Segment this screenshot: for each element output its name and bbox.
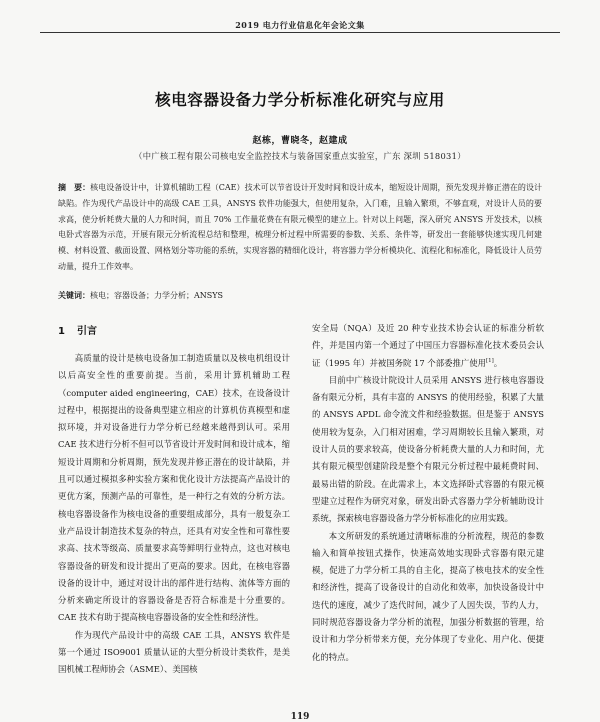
intro-paragraph-4: 本文所研发的系统通过清晰标准的分析流程，规范的参数输入和简单按钮式操作，快速高效地实现卧式容器有限元建模，促进了力学分析工具的自主化，提高了核电技术的安全性和经济性，提高了设备设计的自动化和效率，加快设备设计中迭代的速度，减少了迭代时间，减少了人因失误，节约人力，同时规范容器设备力学分析的流程，加强分析数据的管理，给设计和力学分析带来方便，充分体现了专业化、用户化、便捷化的特点。: [312, 530, 544, 662]
keywords: [58, 290, 542, 302]
keywords-text: 核电；容器设备；力学分析；ANSYS: [90, 291, 224, 300]
section-number: 1: [58, 326, 65, 337]
paragraph-text: 安全局（NQA）及近 20 种专业技术协会认证的标准分析软件，并是国内第一个通过了中国压力容器标准化技术委员会认证（1995 年）并被国务院 17 个部委推广使用: [312, 323, 544, 368]
intro-paragraph-3: 目前中广核设计院设计人员采用 ANSYS 进行核电容器设备有限元分析，具有丰富的 ANSYS 的使用经验，积累了大量的 ANSYS APDL 命令流文件和经验数据。但是鉴于 ANSYS 使用较为复杂，入门相对困难，学习周期较长且输入繁琐，对设计人员的要求较高，使设备分析耗费大量的人力和时间，尤其有限元模型创建阶段是整个有限元分析过程中最耗费时间、最易出错的阶段。在此需求上，本文选择卧式容器的有限元模型建立过程作为研究对象，研发出卧式容器力学分析辅助设计系统，探索核电容器设备力学分析标准化的应用实践。: [312, 374, 544, 524]
abstract-label: 摘 要：: [58, 183, 91, 192]
abstract-text: 核电设备设计中，计算机辅助工程（CAE）技术可以节省设计开发时间和设计成本，缩短设计周期，预先发现并修正潜在的设计缺陷。作为现代产品设计中的高级 CAE 工具，ANSYS 软件功能强大，但使用复杂，入门难，且输入繁琐，不够直观，对设计人员的要求高，使分析耗费大量的人力和时间，而且 70% 工作量花费在有限元模型的建立上。针对以上问题，深入研究 ANSYS 开发技术，以核电卧式容器为示范，开展有限元分析流程总结和整理，梳理分析过程中所需要的参数、关系、条件等，研发出一套能够快速实现几何建模、材料设置、截面设置、网格划分等功能的系统，实现容器的精细化设计，将容器力学分析模块化、流程化和标准化，降低设计人员劳动量，提升工作效率。: [58, 183, 542, 271]
paper-title: 核电容器设备力学分析标准化研究与应用: [155, 91, 445, 109]
right-column: [312, 320, 544, 666]
intro-paragraph-2-continued: [312, 320, 544, 372]
section-heading: [58, 322, 290, 342]
author-list: 赵栋，曹晓冬，赵建成: [252, 136, 348, 146]
paragraph-end: 。: [493, 357, 503, 368]
left-column: [58, 320, 290, 679]
abstract: [58, 180, 542, 275]
intro-paragraph-1: 高质量的设计是核电设备加工制造质量以及核电机组设计以后高安全性的重要前提。当前，采用计算机辅助工程（computer aided engineering，CAE）技术，在设备设计过程中，根据提出的设备典型建立相应的计算机仿真模型和虚拟环境，并对设备进行力学分析已经越来越得到认可。采用 CAE 技术进行分析不但可以节省设计开发时间和设计成本，缩短设计周期和分析周期，预先发现并修正潜在的设计缺陷，并且可以通过模拟多种实验方案和优化设计方法提高产品设计的更优方案，预测产品的可靠性，是一种行之有效的分析方法。核电容器设备作为核电设备的重要组成部分，具有一般复杂工业产品设计制造技术复杂的特点，还具有对安全性和可靠性要求高、技术等级高、质量要求高等鲜明行业特点，这也对核电容器设备的研发和设计提出了更高的要求。因此，在核电容器设备的设计中，通过对设计出的部件进行结构、流体等方面的分析来确定所设计的容器设备是否符合标准是十分重要的。CAE 技术有助于提高核电容器设备的安全性和经济性。: [58, 353, 290, 623]
running-header: 2019 电力行业信息化年会论文集: [235, 20, 365, 30]
section-title: 引言: [76, 326, 97, 337]
keywords-label: 关键词：: [58, 291, 90, 300]
author-affiliation: （中广核工程有限公司核电安全监控技术与装备国家重点实验室，广东 深圳 518031）: [134, 151, 466, 161]
page-number: 119: [290, 712, 310, 722]
intro-paragraph-2: 作为现代产品设计中的高级 CAE 工具，ANSYS 软件是第一个通过 ISO9001 质量认证的大型分析设计类软件，是美国机械工程师协会（ASME）、美国核: [58, 629, 290, 675]
header-rule: [40, 32, 560, 33]
citation-ref[interactable]: [1]: [485, 357, 494, 364]
